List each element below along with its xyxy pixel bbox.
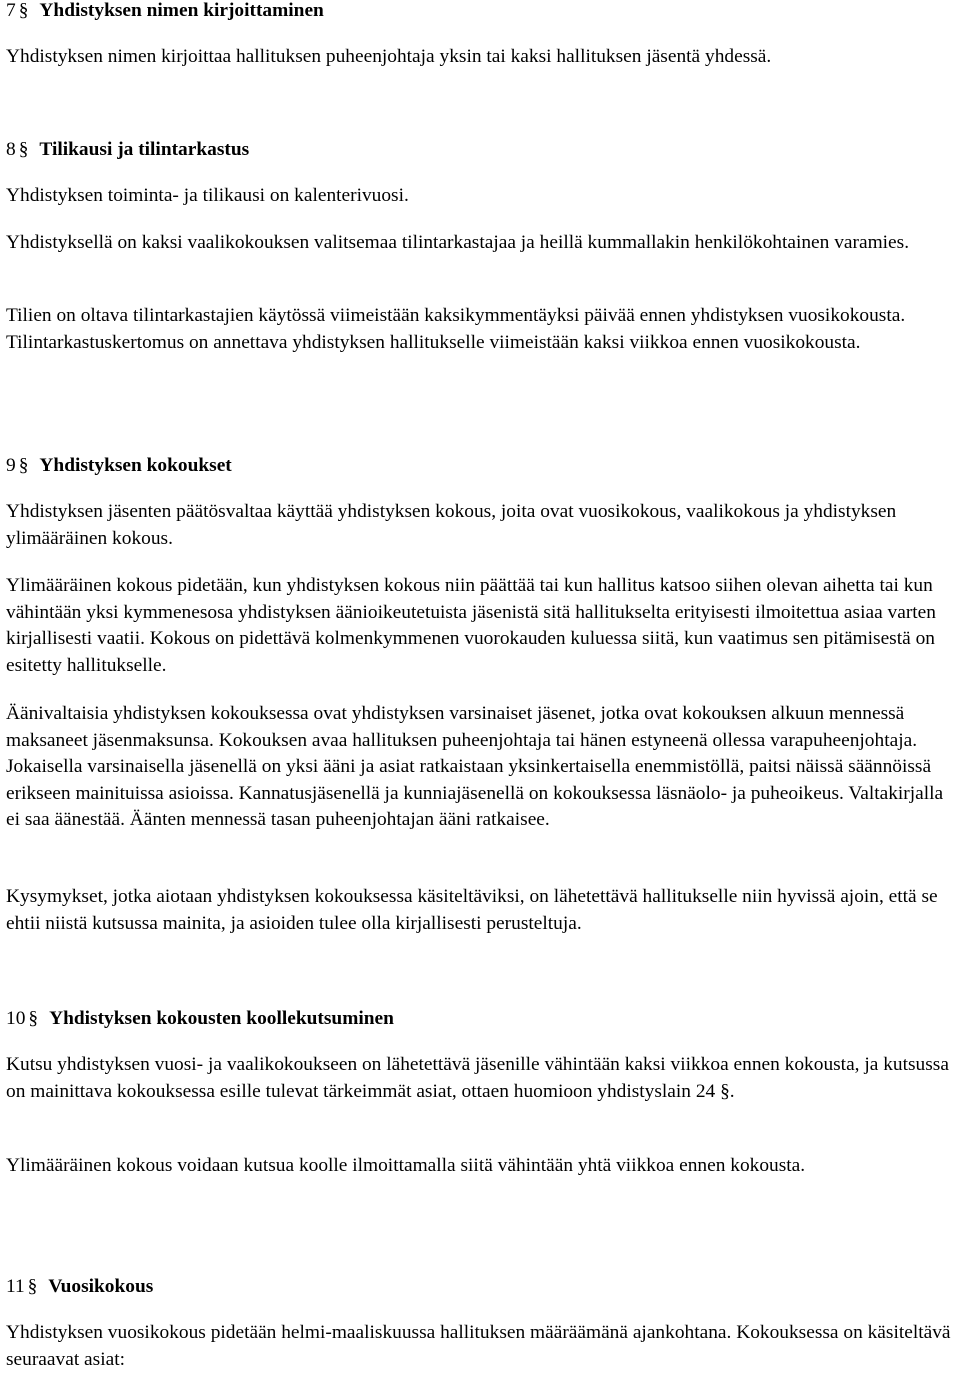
section-symbol: § xyxy=(18,0,29,21)
section-title: Vuosikokous xyxy=(48,1276,154,1297)
section-symbol: § xyxy=(18,455,29,476)
section-title: Yhdistyksen kokousten koollekutsuminen xyxy=(49,1008,394,1029)
section-number: 8 xyxy=(6,139,16,160)
paragraph: Äänivaltaisia yhdistyksen kokouksessa ovat yhdistyksen varsinaiset jäsenet, jotka ovat kokouksen alkuun mennessä maksaneet jäsenmaksunsa. Kokouksen avaa hallituksen puheenjohtaja tai hänen estyneenä ollessa varapuheenjohtaja. Jokaisella varsinaisella jäsenellä on yksi ääni ja asiat ratkaistaan yksinkertaisella enemmistöllä, paitsi näissä säännöissä erikseen mainituissa asioissa. Kannatusjäsenellä ja kunniajäsenellä on kokouksessa läsnäolo- ja puheoikeus. Valtakirjalla ei saa äänestää. Äänten mennessä tasan puheenjohtajan ääni ratkaisee. xyxy=(6,703,944,830)
section-heading-8 xyxy=(6,137,249,164)
section-number: 10 xyxy=(6,1008,26,1029)
paragraph: Yhdistyksen vuosikokous pidetään helmi-maaliskuussa hallituksen määräämänä ajankohtana. Kokouksessa on käsiteltävä seuraavat asiat: xyxy=(6,1322,951,1370)
section-heading-9 xyxy=(6,453,232,480)
paragraph: Kysymykset, jotka aiotaan yhdistyksen kokouksessa käsiteltäviksi, on lähetettävä hallitukselle niin hyvissä ajoin, että se ehtii niistä kutsussa mainita, ja asioiden tulee olla kirjallisesti perusteltuja. xyxy=(6,886,938,934)
section-title: Yhdistyksen kokoukset xyxy=(39,455,232,476)
section-heading-11 xyxy=(6,1274,153,1301)
section-number: 11 xyxy=(6,1276,25,1297)
section-symbol: § xyxy=(28,1008,39,1029)
section-heading-10 xyxy=(6,1006,394,1033)
paragraph: Tilien on oltava tilintarkastajien käytössä viimeistään kaksikymmentäyksi päivää ennen yhdistyksen vuosikokousta. Tilintarkastuskertomus on annettava yhdistyksen hallitukselle viimeistään kaksi viikkoa ennen vuosikokousta. xyxy=(6,305,906,353)
paragraph: Yhdistyksen toiminta- ja tilikausi on kalenterivuosi. xyxy=(6,185,409,206)
section-symbol: § xyxy=(18,139,29,160)
paragraph: Yhdistyksen jäsenten päätösvaltaa käyttää yhdistyksen kokous, joita ovat vuosikokous, vaalikokous ja yhdistyksen ylimääräinen kokous. xyxy=(6,501,897,549)
section-symbol: § xyxy=(27,1276,38,1297)
section-number: 9 xyxy=(6,455,16,476)
section-title: Yhdistyksen nimen kirjoittaminen xyxy=(39,0,324,21)
section-title: Tilikausi ja tilintarkastus xyxy=(39,139,250,160)
paragraph: Yhdistyksen nimen kirjoittaa hallituksen puheenjohtaja yksin tai kaksi hallituksen jäsentä yhdessä. xyxy=(6,46,772,67)
paragraph: Ylimääräinen kokous voidaan kutsua koolle ilmoittamalla siitä vähintään yhtä viikkoa ennen kokousta. xyxy=(6,1155,806,1176)
paragraph: Yhdistyksellä on kaksi vaalikokouksen valitsemaa tilintarkastajaa ja heillä kummallakin henkilökohtainen varamies. xyxy=(6,232,910,253)
paragraph: Kutsu yhdistyksen vuosi- ja vaalikokoukseen on lähetettävä jäsenille vähintään kaksi viikkoa ennen kokousta, ja kutsussa on mainittava kokouksessa esille tulevat tärkeimmät asiat, ottaen huomioon yhdistyslain 24 §. xyxy=(6,1054,949,1102)
section-number: 7 xyxy=(6,0,16,21)
section-heading-7 xyxy=(6,0,324,25)
paragraph: Ylimääräinen kokous pidetään, kun yhdistyksen kokous niin päättää tai kun hallitus katsoo siihen olevan aihetta tai kun vähintään yksi kymmenesosa yhdistyksen äänioikeutetuista jäsenistä sitä hallitukselta erityisesti ilmoitettua asiaa varten kirjallisesti vaatii. Kokous on pidettävä kolmenkymmenen vuorokauden kuluessa siitä, kun vaatimus sen pitämisestä on esitetty hallitukselle. xyxy=(6,575,936,676)
